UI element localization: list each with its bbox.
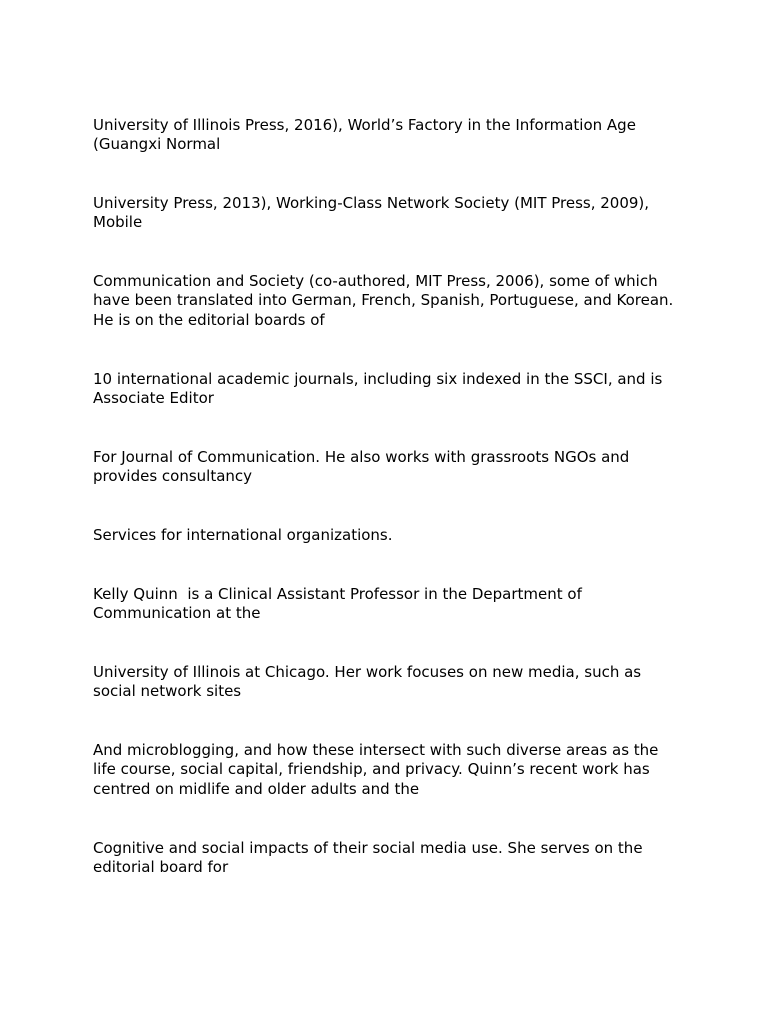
paragraph-8: University of Illinois at Chicago. Her work focuses on new media, such as social network sites [93,663,646,701]
paragraph-9: And microblogging, and how these intersect with such diverse areas as the life course, social capital, friendship, and privacy. Quinn’s recent work has centred on midlife and older adults and the [93,741,664,798]
paragraph-7: Kelly Quinn is a Clinical Assistant Professor in the Department of Communication at the [93,585,587,623]
paragraph-2: University Press, 2013), Working-Class Network Society (MIT Press, 2009), Mobile [93,194,654,232]
paragraph-5: For Journal of Communication. He also works with grassroots NGOs and provides consultancy [93,448,635,486]
paragraph-3: Communication and Society (co-authored, MIT Press, 2006), some of which have been translated into German, French, Spanish, Portuguese, and Korean. He is on the editorial boards of [93,272,679,329]
paragraph-1: University of Illinois Press, 2016), World’s Factory in the Information Age (Guangxi Normal [93,116,641,154]
paragraph-4: 10 international academic journals, including six indexed in the SSCI, and is Associate Editor [93,370,668,408]
paragraph-6: Services for international organizations. [93,526,393,544]
paragraph-10: Cognitive and social impacts of their social media use. She serves on the editorial board for [93,839,648,877]
